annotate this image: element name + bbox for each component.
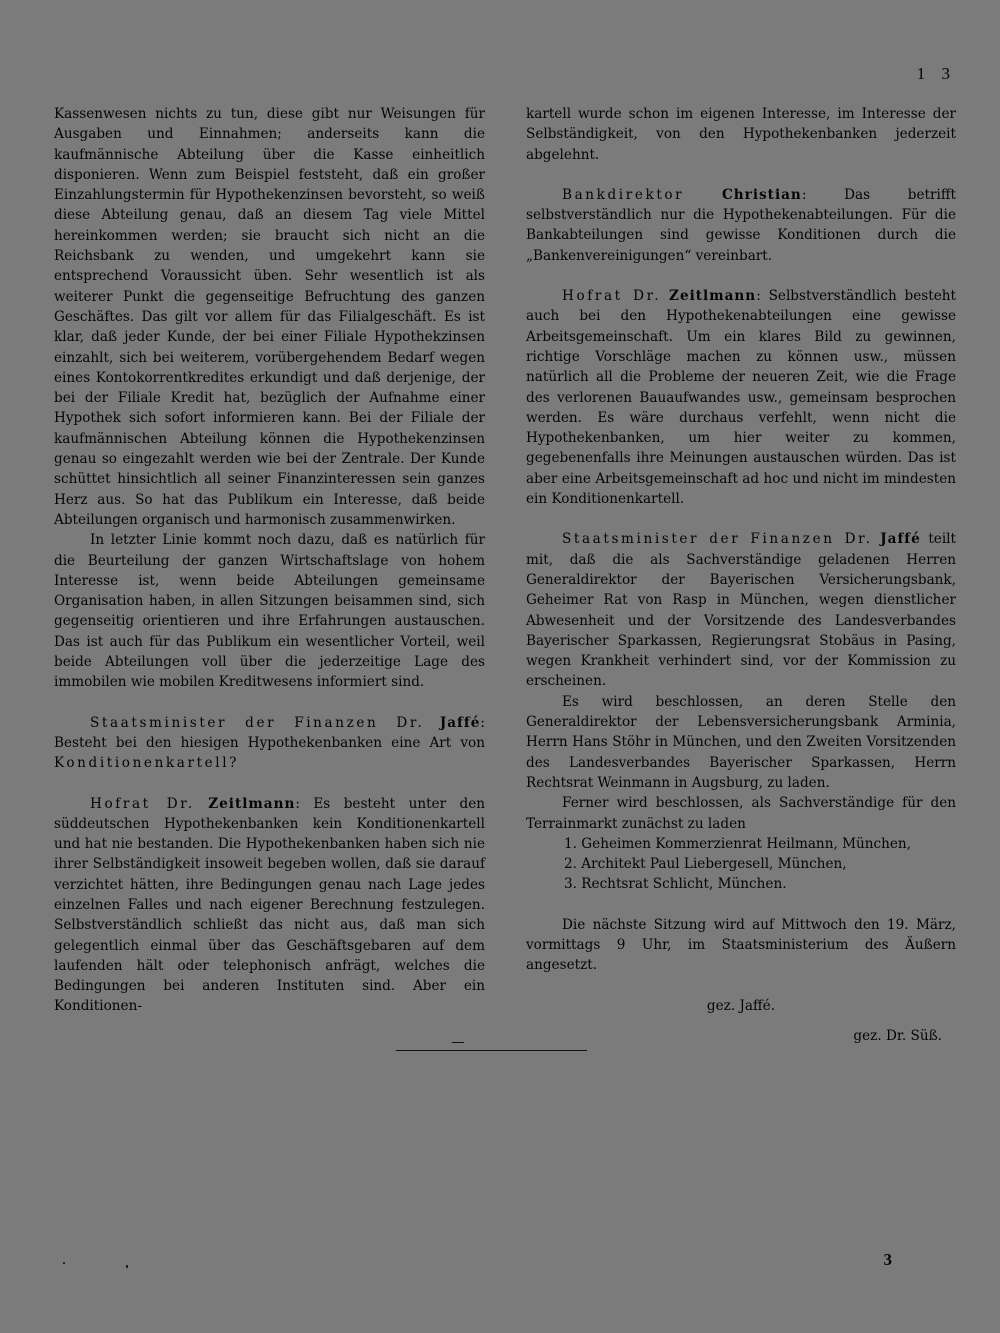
speaker-name: Zeitlmann [669, 288, 757, 305]
page-number-bottom: 3 [883, 1250, 892, 1269]
speaker-name: Jaffé [880, 531, 921, 548]
answer-zeitlmann [54, 794, 485, 1017]
speaker-name: Zeitlmann [208, 795, 296, 812]
signature-jaffe: gez. Jaffé. [706, 997, 776, 1014]
speech-text: : Besteht bei den hiesigen Hypothekenbanken eine Art von [54, 714, 485, 751]
list-item: 2. Architekt Paul Liebergesell, München, [564, 856, 847, 873]
list-item: 3. Rechtsrat Schlicht, München. [564, 876, 787, 893]
speech-tail: Konditionenkartell? [54, 755, 240, 772]
signature-suess: gez. Dr. Süß. [853, 1027, 942, 1044]
speaker-title: Staatsminister der Finanzen Dr. [562, 531, 873, 548]
paragraph-beschlossen: Es wird beschlossen, an deren Stelle den Generaldirektor der Lebensversicherungsbank Arminia, Herrn Hans Stöhr in München, und den Zweiten Vorsitzenden des Landesverbandes Bayerischer Sparkassen, Herrn Rechtsrat Weinmann in Augsburg, zu laden. [526, 693, 956, 791]
speech-text: : Es besteht unter den süddeutschen Hypothekenbanken kein Konditionenkartell und hat nie bestanden. Die Hypothekenbanken haben sich nie ihrer Selbständigkeit insoweit begeben wollen, daß sie darauf verzichtet hätten, ihre Bedingungen genau nach Lage jedes einzelnen Falles und nach eigener Berechnung festzulegen. Selbstverständlich schließt das nicht aus, daß man sich gelegentlich einmal über das Geschäftsgebaren auf dem laufenden hält oder telephonisch anfrägt, welches die Bedingungen bei anderen Instituten sind. Aber ein Konditionen- [54, 795, 486, 1015]
end-divider-rule [396, 1050, 587, 1051]
speck-mark [126, 1265, 128, 1268]
speaker-title: Bankdirektor [562, 186, 685, 203]
statement-zeitlmann [526, 286, 956, 509]
speaker-title: Staatsminister der Finanzen Dr. [90, 714, 425, 731]
speaker-title: Hofrat Dr. [90, 795, 195, 812]
paragraph-letzte-linie: In letzter Linie kommt noch dazu, daß es natürlich für die Beurteilung der ganzen Wirtschaftslage von hohem Interesse ist, wenn beide Abteilungen gemeinsame Organisation haben, in allen Sitzungen beisammen sind, sich gegenseitig orientieren und ihre Erfahrungen austauschen. Das ist auch für das Publikum ein wesentlicher Vorteil, weil beide Abteilungen voll über die jederzeitige Lage des immobilen wie mobilen Kreditwesens informiert sind. [54, 532, 485, 691]
speech-text: teilt mit, daß die als Sachverständige geladenen Herren Generaldirektor der Bayerischen Versicherungsbank, Geheimer Rat von Rasp in München, wegen dienstlicher Abwesenheit und der Vorsitzende des Landesverbandes Bayerischer Sparkassen, Regierungsrat Stobäus in Pasing, wegen Krankheit verhindert sind, vor der Kommission zu erscheinen. [526, 531, 956, 690]
list-item: 1. Geheimen Kommerzienrat Heilmann, München, [564, 835, 912, 852]
paragraph-naechste-sitzung: Die nächste Sitzung wird auf Mittwoch den 19. März, vormittags 9 Uhr, im Staatsministerium des Äußern angesetzt. [526, 916, 956, 974]
experts-list [526, 834, 956, 895]
question-jaffe [54, 713, 485, 774]
paragraph-terrainmarkt: Ferner wird beschlossen, als Sachverständige für den Terrainmarkt zunächst zu laden [526, 795, 956, 832]
statement-jaffe [526, 529, 956, 691]
speaker-name: Jaffé [439, 714, 481, 731]
paragraph-kassenwesen: Kassenwesen nichts zu tun, diese gibt nur Weisungen für Ausgaben und Einnahmen; anderseits kann die kaufmännische Abteilung über die Kasse einheitlich disponieren. Wenn zum Beispiel feststeht, daß ein großer Einzahlungstermin für Hypothekenzinsen bevorsteht, so weiß diese Abteilung genau, daß an diesem Tag viele Mittel hereinkommen werden; sie braucht sich nicht an die Reichsbank zu wenden, und umgekehrt kann sie entsprechend Voraussicht üben. Sehr wesentlich ist als weiterer Punkt die gegenseitige Befruchtung des ganzen Geschäftes. Das gilt vor allem für das Filialgeschäft. Es ist klar, daß jeder Kunde, der bei einer Filiale Hypothekzinsen einzahlt, sich bei weiterem, vorübergehendem Bedarf wegen eines Kontokorrentkredites erkundigt und daß derjenige, der bei der Filiale Kredit hat, bezüglich der Aufnahme einer Hypothek sich sofort informieren kann. Bei der Filiale der kaufmännischen Abteilung können die Hypothekenzinsen genau so eingezahlt werden wie bei der Zentrale. Der Kunde schüttet hinsichtlich all seiner Finanzinteressen sein ganzes Herz aus. So hat das Publikum ein Interesse, daß beide Abteilungen organisch und harmonisch zusammenwirken. [54, 106, 485, 528]
paragraph-kartell: kartell wurde schon im eigenen Interesse, im Interesse der Selbständigkeit, von den Hypothekenbanken jederzeit abgelehnt. [526, 106, 956, 163]
speech-text: : Das betrifft selbstverständlich nur die Hypothekenabteilungen. Für die Bankabteilungen sind gewisse Konditionen durch die „Bankenvereinigungen“ vereinbart. [526, 186, 956, 264]
divider-mark [452, 1042, 464, 1043]
speaker-name: Christian [721, 186, 802, 203]
left-column [54, 104, 485, 1017]
statement-christian [526, 185, 956, 266]
speech-text: : Selbstverständlich besteht auch bei den Hypothekenabteilungen eine gewisse Arbeitsgemeinschaft. Um ein klares Bild zu gewinnen, richtige Vorschläge machen zu können usw., müssen natürlich all die Probleme der neueren Zeit, wie die Frage des verlorenen Bauaufwandes usw., gemeinsam besprochen werden. Es wäre durchaus verfehlt, wenn nicht die Hypothekenbanken, um hier weiter zu kommen, gegebenenfalls ihre Meinungen austauschen würden. Das ist aber eine Arbeitsgemeinschaft ad hoc und nicht im mindesten ein Konditionenkartell. [526, 288, 957, 508]
page-number-top: 1 3 [916, 64, 956, 83]
right-column [526, 104, 956, 1046]
speck-mark [63, 1262, 65, 1264]
speaker-title: Hofrat Dr. [562, 288, 662, 305]
